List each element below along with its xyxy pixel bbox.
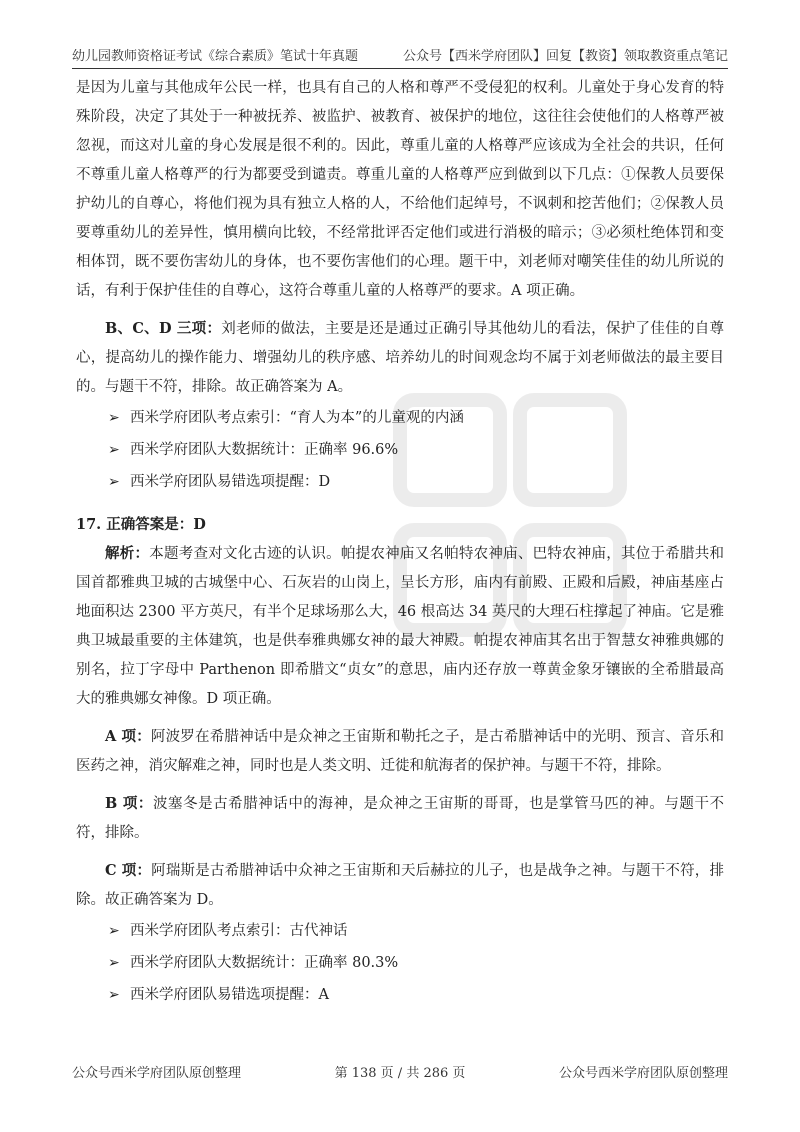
page-header — [72, 40, 728, 69]
arrow-bullet-icon: ➢ — [108, 987, 120, 1003]
arrow-bullet-icon: ➢ — [108, 442, 120, 458]
arrow-bullet-icon: ➢ — [108, 410, 120, 426]
footer-right: 公众号西米学府团队原创整理 — [558, 1066, 728, 1081]
arrow-bullet-icon: ➢ — [108, 955, 120, 971]
option-b-label: B 项： — [105, 795, 153, 812]
option-a-text: 阿波罗在希腊神话中是众神之王宙斯和勒托之子，是古希腊神话中的光明、预言、音乐和医药之神，消灾解难之神，同时也是人类文明、迁徙和航海者的保护神。与题干不符，排除。 — [76, 729, 724, 774]
bullet-text: 西米学府团队考点索引：古代神话 — [130, 923, 348, 939]
option-c-text: 阿瑞斯是古希腊神话中众神之王宙斯和天后赫拉的儿子，也是战争之神。与题干不符，排除。故正确答案为 D。 — [76, 863, 724, 908]
paragraph-bcd — [76, 314, 724, 402]
footer-left: 公众号西米学府团队原创整理 — [72, 1066, 242, 1081]
list-item — [108, 915, 724, 947]
option-b-text: 波塞冬是古希腊神话中的海神，是众神之王宙斯的哥哥，也是掌管马匹的神。与题干不符，排除。 — [76, 796, 724, 841]
bullet-text: 西米学府团队大数据统计：正确率 96.6% — [130, 442, 399, 458]
list-item — [108, 402, 724, 434]
page-content — [76, 74, 724, 1011]
option-c-label: C 项： — [105, 862, 152, 879]
page-footer — [72, 1062, 728, 1081]
bullet-text: 西米学府团队易错选项提醒：D — [130, 474, 331, 490]
bcd-label: B、C、D 三项： — [105, 320, 222, 337]
arrow-bullet-icon: ➢ — [108, 923, 120, 939]
bullet-text: 西米学府团队易错选项提醒：A — [130, 987, 329, 1003]
option-c-explanation — [76, 856, 724, 915]
list-item — [108, 947, 724, 979]
header-right: 公众号【西米学府团队】回复【教资】领取教资重点笔记 — [402, 49, 728, 64]
paragraph-a-explanation: 是因为儿童与其他成年公民一样，也具有自己的人格和尊严不受侵犯的权利。儿童处于身心发育的特殊阶段，决定了其处于一种被抚养、被监护、被教育、被保护的地位，这往往会使他们的人格尊严被忽视，而这对儿童的身心发展是很不利的。因此，尊重儿童的人格尊严应该成为全社会的共识，任何不尊重儿童人格尊严的行为都要受到谴责。尊重儿童的人格尊严应到做到以下几点：①保教人员要保护幼儿的自尊心，将他们视为具有独立人格的人，不给他们起绰号，不讽刺和挖苦他们；②保教人员要尊重幼儿的差异性，慎用横向比较，不经常批评否定他们或进行消极的暗示；③必须杜绝体罚和变相体罚，既不要伤害幼儿的身体，也不要伤害他们的心理。题干中，刘老师对嘲笑佳佳的幼儿所说的话，有利于保护佳佳的自尊心，这符合尊重儿童的人格尊严的要求。A 项正确。 — [76, 80, 724, 299]
option-a-label: A 项： — [105, 728, 151, 745]
bullet-text: 西米学府团队考点索引：“育人为本”的儿童观的内涵 — [130, 410, 464, 426]
list-item — [108, 434, 724, 466]
list-item — [108, 979, 724, 1011]
question-17-heading: 17. 正确答案是：D — [76, 516, 206, 533]
question-17-analysis — [76, 539, 724, 714]
bullet-text: 西米学府团队大数据统计：正确率 80.3% — [130, 955, 399, 971]
list-item — [108, 466, 724, 498]
header-left: 幼儿园教师资格证考试《综合素质》笔试十年真题 — [72, 49, 359, 64]
option-b-explanation — [76, 789, 724, 848]
bcd-text: 刘老师的做法，主要是还是通过正确引导其他幼儿的看法，保护了佳佳的自尊心，提高幼儿的操作能力、增强幼儿的秩序感、培养幼儿的时间观念均不属于刘老师做法的最主要目的。与题干不符，排除。故正确答案为 A。 — [76, 321, 724, 395]
option-a-explanation — [76, 722, 724, 781]
page-number: 第 138 页 / 共 286 页 — [334, 1066, 466, 1081]
analysis-text: 本题考查对文化古迹的认识。帕提农神庙又名帕特农神庙、巴特农神庙，其位于希腊共和国首都雅典卫城的古城堡中心、石灰岩的山岗上，呈长方形，庙内有前殿、正殿和后殿，神庙基座占地面积达 2300 平方英尺，有半个足球场那么大，46 根高达 34 英尺的大理石柱撑起了神庙。它是雅典卫城最重要的主体建筑，也是供奉雅典娜女神的最大神殿。帕提农神庙其名出于智慧女神雅典娜的别名，拉丁字母中 Parthenon 即希腊文“贞女”的意思，庙内还存放一尊黄金象牙镶嵌的全希腊最高大的雅典娜女神像。D 项正确。 — [76, 546, 724, 707]
analysis-label: 解析： — [105, 545, 150, 562]
arrow-bullet-icon: ➢ — [108, 474, 120, 490]
